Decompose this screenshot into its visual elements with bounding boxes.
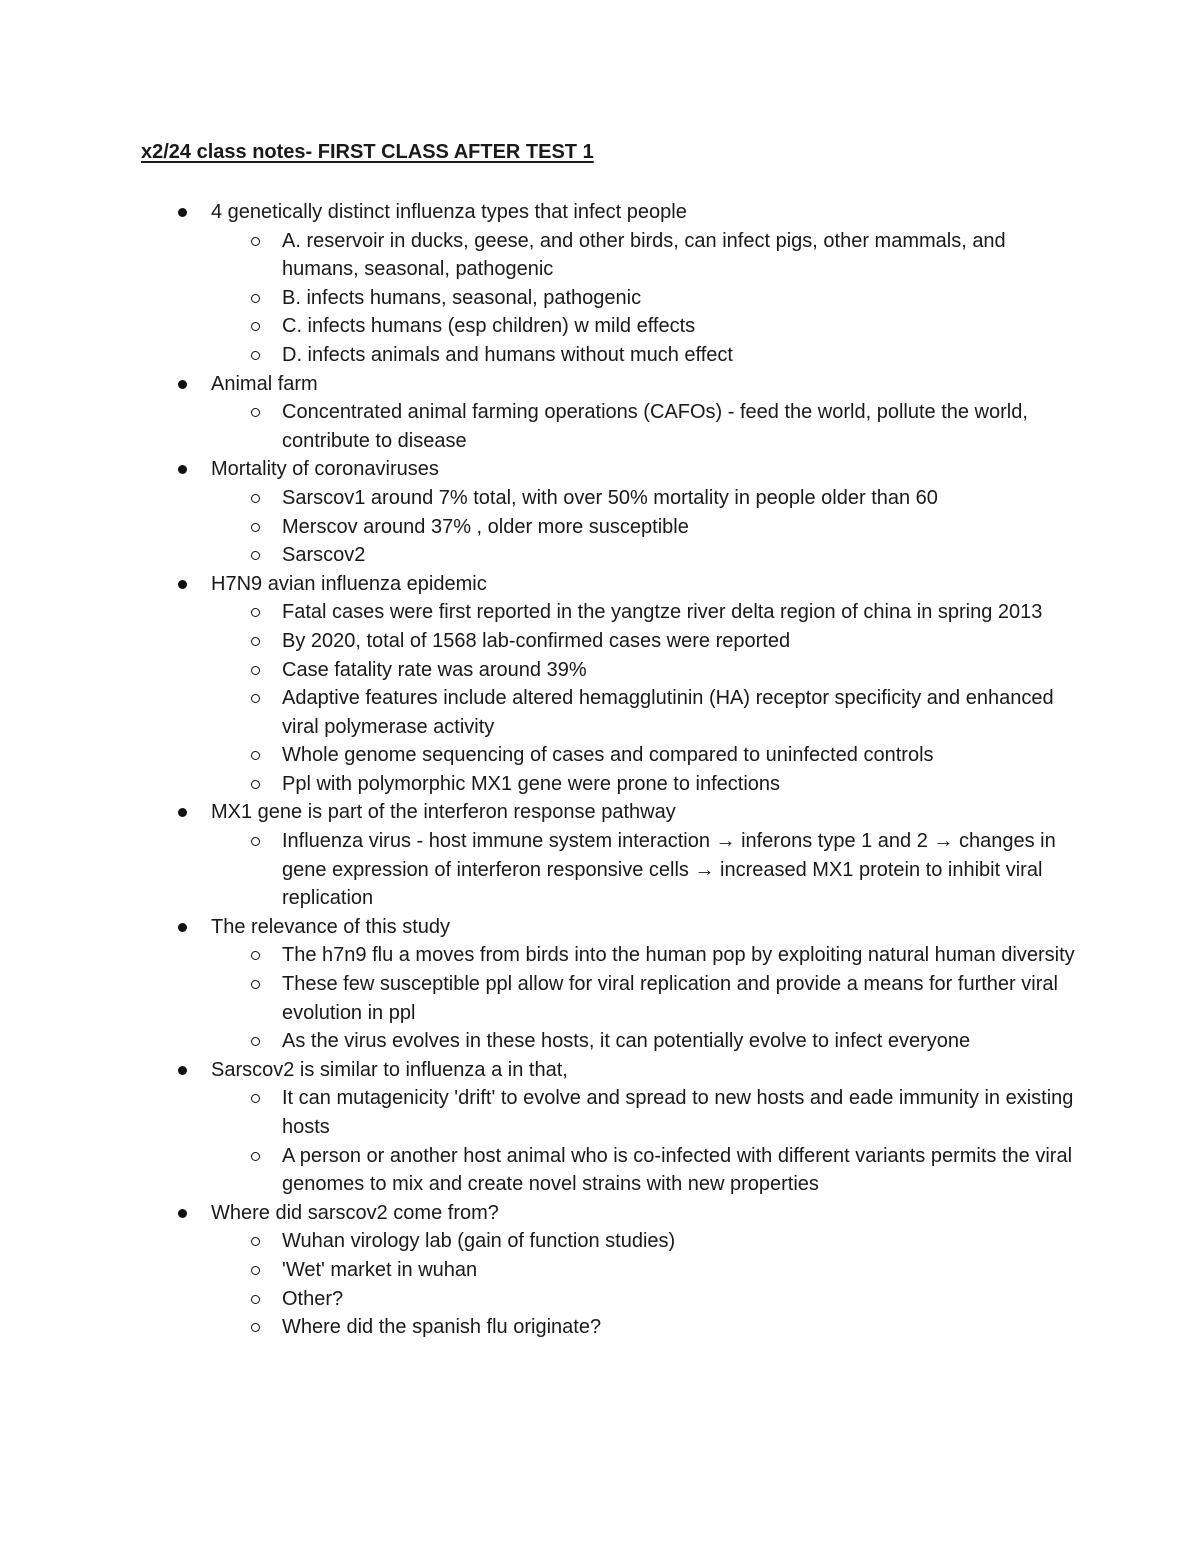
sub-bullet-item <box>211 970 1081 1027</box>
hollow-bullet-icon <box>251 780 260 789</box>
bullet-item <box>141 198 1081 370</box>
sub-bullet-item <box>211 627 1081 656</box>
filled-bullet-icon <box>178 380 187 389</box>
hollow-bullet-icon <box>251 694 260 703</box>
sub-bullet-text: These few susceptible ppl allow for viral replication and provide a means for further viral evolution in ppl <box>282 973 1058 1024</box>
bullet-text: Where did sarscov2 come from? <box>211 1201 499 1224</box>
hollow-bullet-icon <box>251 666 260 675</box>
sub-bullet-text: Fatal cases were first reported in the yangtze river delta region of china in spring 2013 <box>282 601 1043 624</box>
sub-bullet-text: It can mutagenicity 'drift' to evolve and spread to new hosts and eade immunity in existing hosts <box>282 1087 1074 1138</box>
sub-bullet-item <box>211 1256 1081 1285</box>
filled-bullet-icon <box>178 923 187 932</box>
sub-bullet-item <box>211 598 1081 627</box>
sub-bullet-text: B. infects humans, seasonal, pathogenic <box>282 286 642 309</box>
sub-bullet-item <box>211 227 1081 284</box>
sub-bullet-item <box>211 484 1081 513</box>
bullet-item <box>141 1199 1081 1342</box>
filled-bullet-icon <box>178 208 187 217</box>
sub-bullet-text: By 2020, total of 1568 lab-confirmed cases were reported <box>282 629 791 652</box>
hollow-bullet-icon <box>251 551 260 560</box>
sub-bullet-text: Wuhan virology lab (gain of function studies) <box>282 1230 676 1253</box>
bullet-item <box>141 570 1081 799</box>
sub-bullet-list <box>211 598 1081 798</box>
sub-bullet-text: Other? <box>282 1287 344 1310</box>
sub-bullet-item <box>211 541 1081 570</box>
bullet-text: H7N9 avian influenza epidemic <box>211 572 487 595</box>
hollow-bullet-icon <box>251 1237 260 1246</box>
sub-bullet-item <box>211 770 1081 799</box>
hollow-bullet-icon <box>251 294 260 303</box>
sub-bullet-text: A. reservoir in ducks, geese, and other birds, can infect pigs, other mammals, and humans, seasonal, pathogenic <box>282 229 1006 281</box>
sub-bullet-text: Ppl with polymorphic MX1 gene were prone to infections <box>282 772 781 795</box>
sub-bullet-text: The h7n9 flu a moves from birds into the human pop by exploiting natural human diversity <box>282 944 1075 967</box>
sub-bullet-text: Concentrated animal farming operations (CAFOs) - feed the world, pollute the world, contribute to disease <box>282 401 1028 452</box>
sub-bullet-list <box>211 827 1081 913</box>
sub-bullet-item <box>211 941 1081 970</box>
hollow-bullet-icon <box>251 1295 260 1304</box>
sub-bullet-item <box>211 1084 1081 1141</box>
sub-bullet-item <box>211 1313 1081 1342</box>
sub-bullet-item <box>211 312 1081 341</box>
filled-bullet-icon <box>178 1209 187 1218</box>
sub-bullet-text: As the virus evolves in these hosts, it can potentially evolve to infect everyone <box>282 1030 971 1053</box>
sub-bullet-text: Sarscov2 <box>282 544 366 567</box>
bullet-item <box>141 370 1081 456</box>
hollow-bullet-icon <box>251 1094 260 1103</box>
hollow-bullet-icon <box>251 408 260 417</box>
bullet-text: Mortality of coronaviruses <box>211 458 439 481</box>
sub-bullet-item <box>211 656 1081 685</box>
sub-bullet-item <box>211 741 1081 770</box>
sub-bullet-text: C. infects humans (esp children) w mild effects <box>282 315 696 338</box>
bullet-text: Animal farm <box>211 372 318 395</box>
hollow-bullet-icon <box>251 322 260 331</box>
sub-bullet-text: Case fatality rate was around 39% <box>282 658 587 681</box>
sub-bullet-item <box>211 1142 1081 1199</box>
filled-bullet-icon <box>178 1066 187 1075</box>
sub-bullet-list <box>211 398 1081 455</box>
sub-bullet-text: A person or another host animal who is co-infected with different variants permits the viral genomes to mix and create novel strains with new properties <box>282 1144 1073 1196</box>
bullet-item <box>141 1056 1081 1199</box>
hollow-bullet-icon <box>251 1266 260 1275</box>
hollow-bullet-icon <box>251 837 260 846</box>
hollow-bullet-icon <box>251 1323 260 1332</box>
sub-bullet-item <box>211 684 1081 741</box>
hollow-bullet-icon <box>251 351 260 360</box>
sub-bullet-item <box>211 1227 1081 1256</box>
hollow-bullet-icon <box>251 1152 260 1161</box>
document-page <box>141 138 1081 1342</box>
sub-bullet-text: D. infects animals and humans without much effect <box>282 343 733 366</box>
sub-bullet-list <box>211 1227 1081 1341</box>
sub-bullet-text: Whole genome sequencing of cases and compared to uninfected controls <box>282 744 934 767</box>
bullet-item <box>141 455 1081 569</box>
hollow-bullet-icon <box>251 608 260 617</box>
filled-bullet-icon <box>178 580 187 589</box>
sub-bullet-text: 'Wet' market in wuhan <box>282 1258 478 1281</box>
sub-bullet-list <box>211 484 1081 570</box>
sub-bullet-item <box>211 398 1081 455</box>
notes-list <box>141 198 1081 1342</box>
filled-bullet-icon <box>178 808 187 817</box>
bullet-text: MX1 gene is part of the interferon response pathway <box>211 801 676 824</box>
sub-bullet-text: Merscov around 37% , older more susceptible <box>282 515 689 538</box>
sub-bullet-item <box>211 513 1081 542</box>
sub-bullet-item <box>211 341 1081 370</box>
sub-bullet-list <box>211 1084 1081 1198</box>
sub-bullet-text: Adaptive features include altered hemagglutinin (HA) receptor specificity and enhanced viral polymerase activity <box>282 687 1054 738</box>
sub-bullet-item <box>211 1027 1081 1056</box>
hollow-bullet-icon <box>251 951 260 960</box>
hollow-bullet-icon <box>251 980 260 989</box>
hollow-bullet-icon <box>251 751 260 760</box>
sub-bullet-list <box>211 941 1081 1055</box>
sub-bullet-item <box>211 1285 1081 1314</box>
filled-bullet-icon <box>178 465 187 474</box>
hollow-bullet-icon <box>251 1037 260 1046</box>
hollow-bullet-icon <box>251 523 260 532</box>
hollow-bullet-icon <box>251 237 260 246</box>
sub-bullet-text: Sarscov1 around 7% total, with over 50% mortality in people older than 60 <box>282 486 938 509</box>
page-title: x2/24 class notes- FIRST CLASS AFTER TEST 1 <box>141 141 594 163</box>
sub-bullet-text: Where did the spanish flu originate? <box>282 1316 602 1339</box>
bullet-text: The relevance of this study <box>211 915 451 938</box>
bullet-text: Sarscov2 is similar to influenza a in that, <box>211 1058 568 1081</box>
sub-bullet-list <box>211 227 1081 370</box>
hollow-bullet-icon <box>251 637 260 646</box>
bullet-text: 4 genetically distinct influenza types that infect people <box>211 201 687 223</box>
bullet-item <box>141 913 1081 1056</box>
hollow-bullet-icon <box>251 494 260 503</box>
sub-bullet-item <box>211 284 1081 313</box>
sub-bullet-text: Influenza virus - host immune system interaction → inferons type 1 and 2 → changes in gene expression of interferon responsive cells → increased MX1 protein to inhibit viral replication <box>282 830 1056 910</box>
bullet-item <box>141 798 1081 912</box>
sub-bullet-item <box>211 827 1081 913</box>
